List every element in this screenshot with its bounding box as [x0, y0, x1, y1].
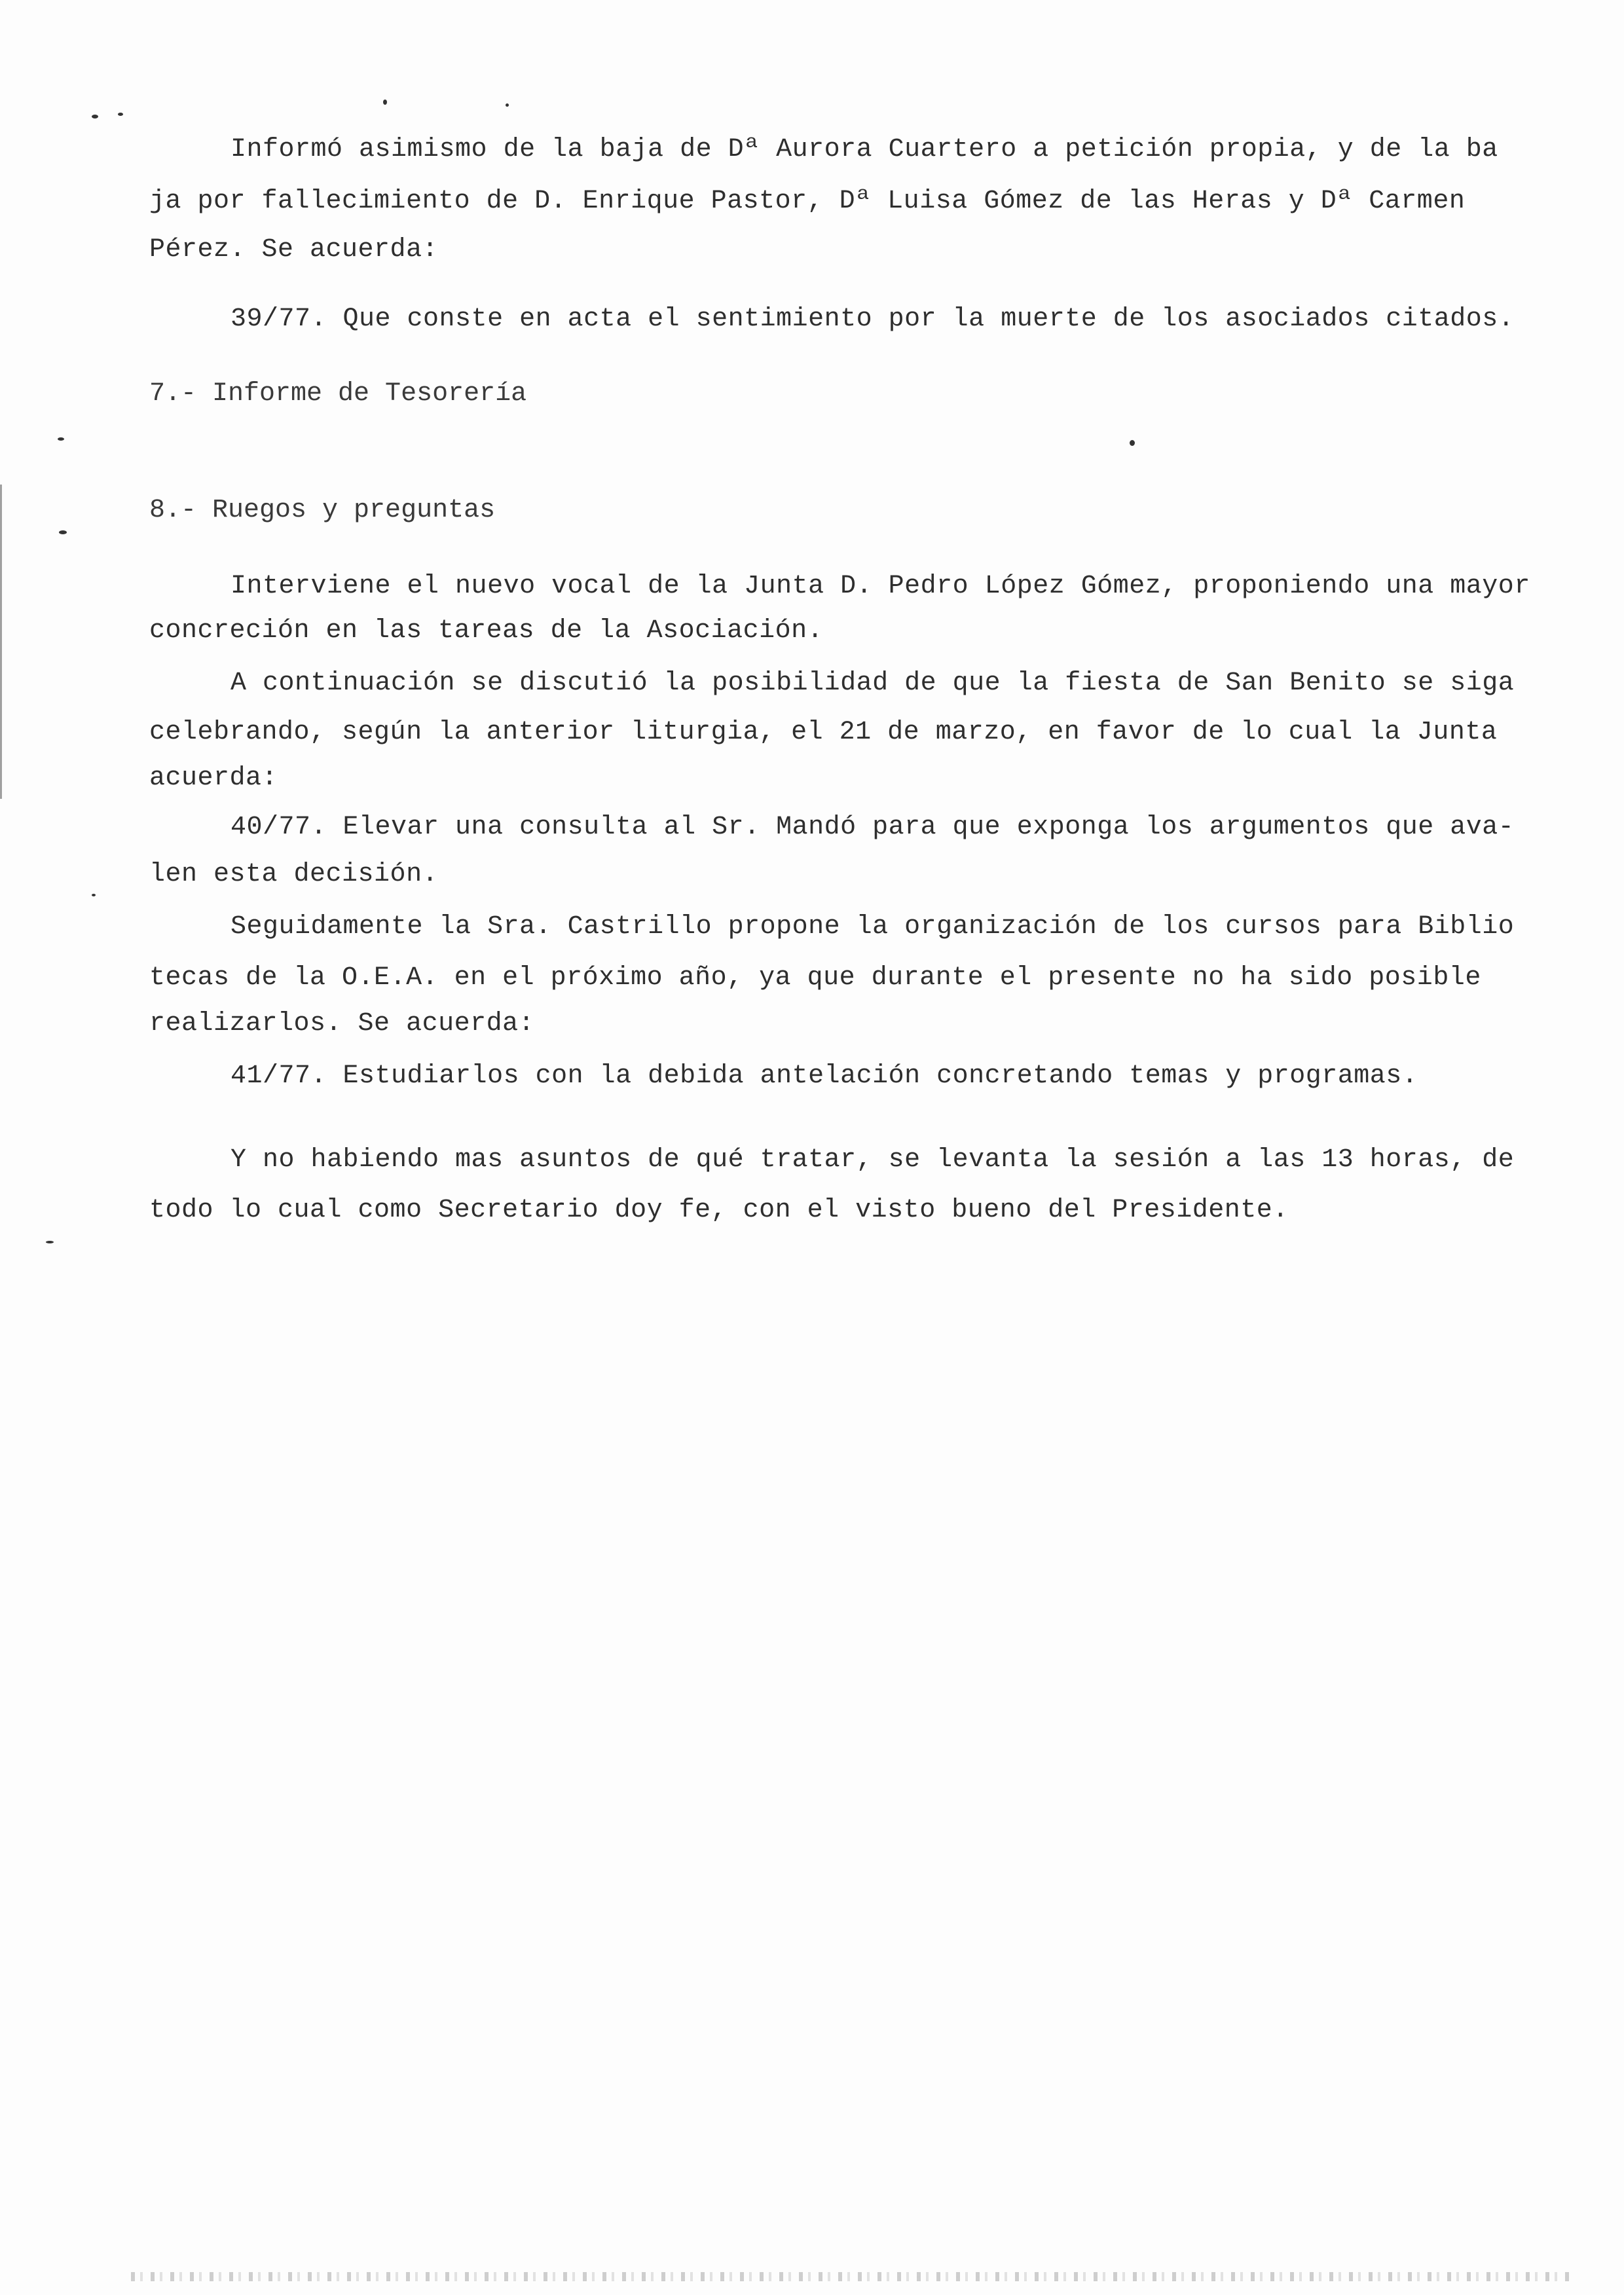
paragraph-2-line-1: Interviene el nuevo vocal de la Junta D. Pedro López Gómez, proponiendo una mayor	[231, 572, 1530, 601]
paragraph-1-line-1: Informó asimismo de la baja de Dª Aurora Cuartero a petición propia, y de la ba	[231, 135, 1498, 164]
scan-speck	[1130, 440, 1135, 446]
paragraph-4-line-3: realizarlos. Se acuerda:	[149, 1009, 535, 1038]
paragraph-4-line-2: tecas de la O.E.A. en el próximo año, ya que durante el presente no ha sido posible	[149, 963, 1481, 993]
closing-line-2: todo lo cual como Secretario doy fe, con el visto bueno del Presidente.	[149, 1196, 1289, 1225]
scan-speck	[506, 103, 509, 107]
scan-speck	[118, 113, 123, 116]
section-8-heading: 8.- Ruegos y preguntas	[149, 496, 496, 525]
scan-speck	[92, 115, 98, 119]
paragraph-2-line-2: concreción en las tareas de la Asociación.	[149, 616, 824, 646]
closing-line-1: Y no habiendo mas asuntos de qué tratar, se levanta la sesión a las 13 horas, de	[231, 1145, 1515, 1175]
resolution-40-line-2: len esta decisión.	[149, 860, 439, 889]
scan-speck	[46, 1241, 54, 1243]
scan-bottom-noise	[131, 2272, 1572, 2281]
paragraph-4-line-1: Seguidamente la Sra. Castrillo propone la organización de los cursos para Biblio	[231, 912, 1515, 942]
scan-speck	[383, 100, 387, 105]
paragraph-1-line-3: Pérez. Se acuerda:	[149, 235, 439, 265]
paragraph-3-line-1: A continuación se discutió la posibilidad de que la fiesta de San Benito se siga	[231, 669, 1515, 698]
resolution-39: 39/77. Que conste en acta el sentimiento por la muerte de los asociados citados.	[231, 304, 1515, 334]
scan-speck	[58, 437, 64, 441]
scan-speck	[92, 894, 96, 896]
paragraph-3-line-3: acuerda:	[149, 763, 278, 793]
resolution-41: 41/77. Estudiarlos con la debida antelación concretando temas y programas.	[231, 1061, 1418, 1091]
scan-speck	[59, 530, 67, 534]
scan-edge-mark	[0, 485, 2, 799]
section-7-heading: 7.- Informe de Tesorería	[149, 379, 527, 409]
paragraph-1-line-2: ja por fallecimiento de D. Enrique Pastor, Dª Luisa Gómez de las Heras y Dª Carmen	[149, 187, 1466, 216]
paragraph-3-line-2: celebrando, según la anterior liturgia, el 21 de marzo, en favor de lo cual la Junta	[149, 718, 1498, 747]
resolution-40-line-1: 40/77. Elevar una consulta al Sr. Mandó para que exponga los argumentos que ava-	[231, 813, 1515, 842]
